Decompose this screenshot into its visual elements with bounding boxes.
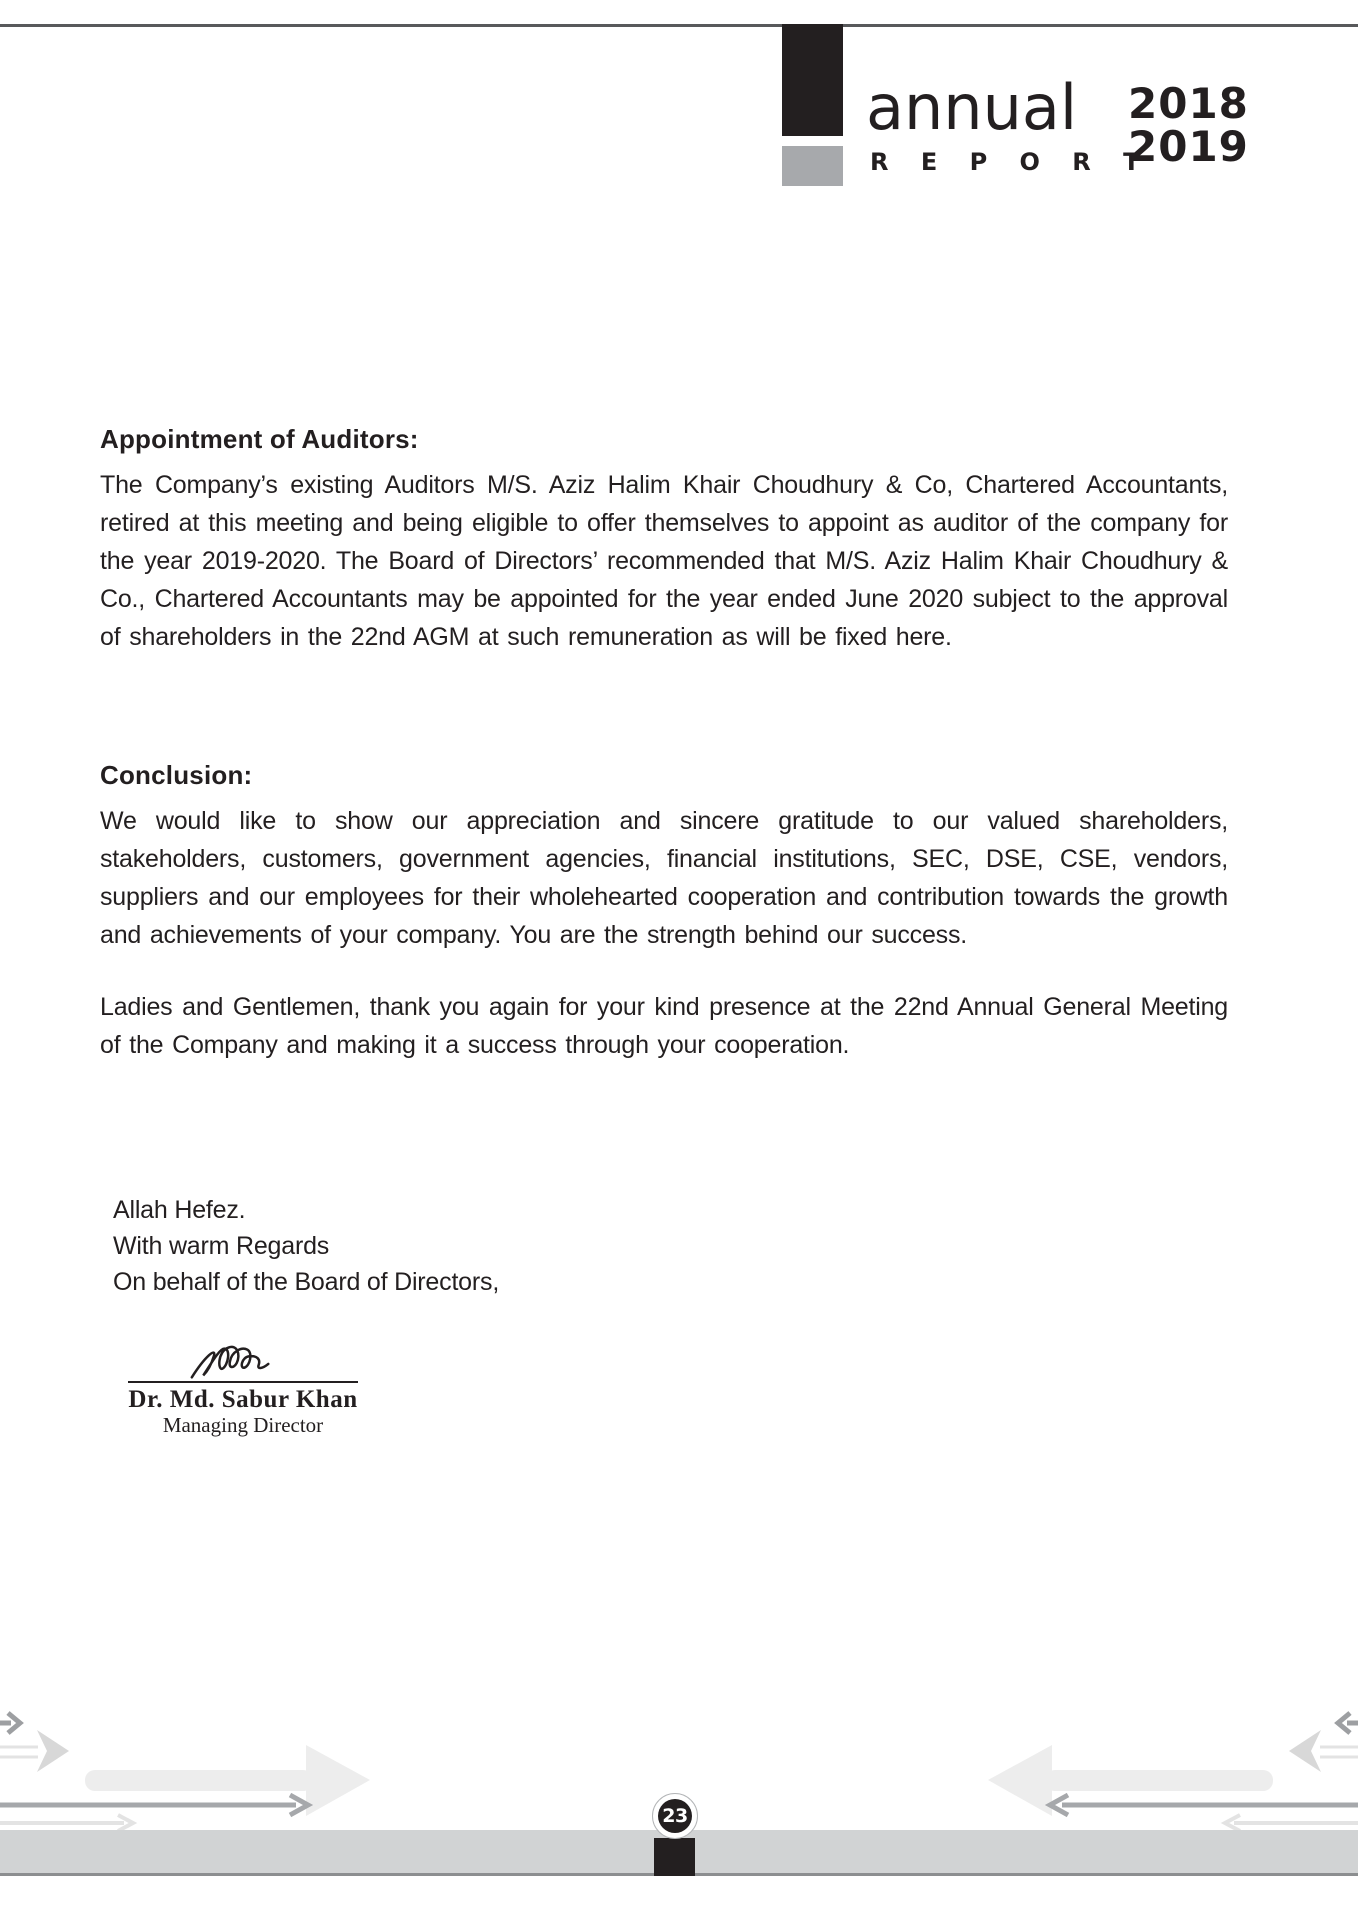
decorative-arrows-left-icon (0, 1700, 380, 1832)
closing-line-1: Allah Hefez. (113, 1196, 246, 1224)
page-number: 23 (658, 1799, 692, 1833)
closing-block (113, 1192, 813, 1300)
top-rule (0, 24, 1358, 27)
logo-black-block (782, 24, 843, 136)
footer-black-tab (654, 1838, 695, 1876)
signature-squiggle-icon (188, 1342, 274, 1382)
closing-line-2: With warm Regards (113, 1232, 330, 1260)
conclusion-paragraph-1: We would like to show our appreciation and sincere gratitude to our valued shareholders, stakeholders, customers, government agencies, financial institutions, SEC, DSE, CSE, vendors, suppliers and our employees for their wholehearted cooperation and contribution towards the growth and achievements of your company. You are the strength behind our success. (100, 807, 1228, 949)
closing-line-3: On behalf of the Board of Directors, (113, 1268, 500, 1296)
signatory-name: Dr. Md. Sabur Khan (128, 1386, 358, 1413)
logo-years (1128, 79, 1288, 171)
logo-gray-block (782, 146, 843, 186)
auditors-heading: Appointment of Auditors: (100, 424, 419, 454)
logo-report-text: R E P O R T (870, 148, 1152, 176)
logo-annual-text: annual (866, 71, 1078, 144)
logo-year-bottom: 2019 (1128, 122, 1249, 171)
signature-rule (128, 1381, 358, 1383)
logo-year-top: 2018 (1128, 79, 1249, 128)
decorative-arrows-right-icon (978, 1700, 1358, 1832)
signatory-title: Managing Director (162, 1413, 324, 1437)
page-number-badge (652, 1793, 698, 1839)
conclusion-heading: Conclusion: (100, 760, 253, 790)
conclusion-paragraph-2: Ladies and Gentlemen, thank you again for your kind presence at the 22nd Annual General Meeting of the Company and making it a success through your cooperation. (100, 993, 1228, 1059)
auditors-paragraph: The Company’s existing Auditors M/S. Aziz Halim Khair Choudhury & Co, Chartered Accountants, retired at this meeting and being eligible to offer themselves to appoint as auditor of the company for the year 2019-2020. The Board of Directors’ recommended that M/S. Aziz Halim Khair Choudhury & Co., Chartered Accountants may be appointed for the year ended June 2020 subject to the approval of shareholders in the 22nd AGM at such remuneration as will be fixed here. (100, 471, 1228, 651)
